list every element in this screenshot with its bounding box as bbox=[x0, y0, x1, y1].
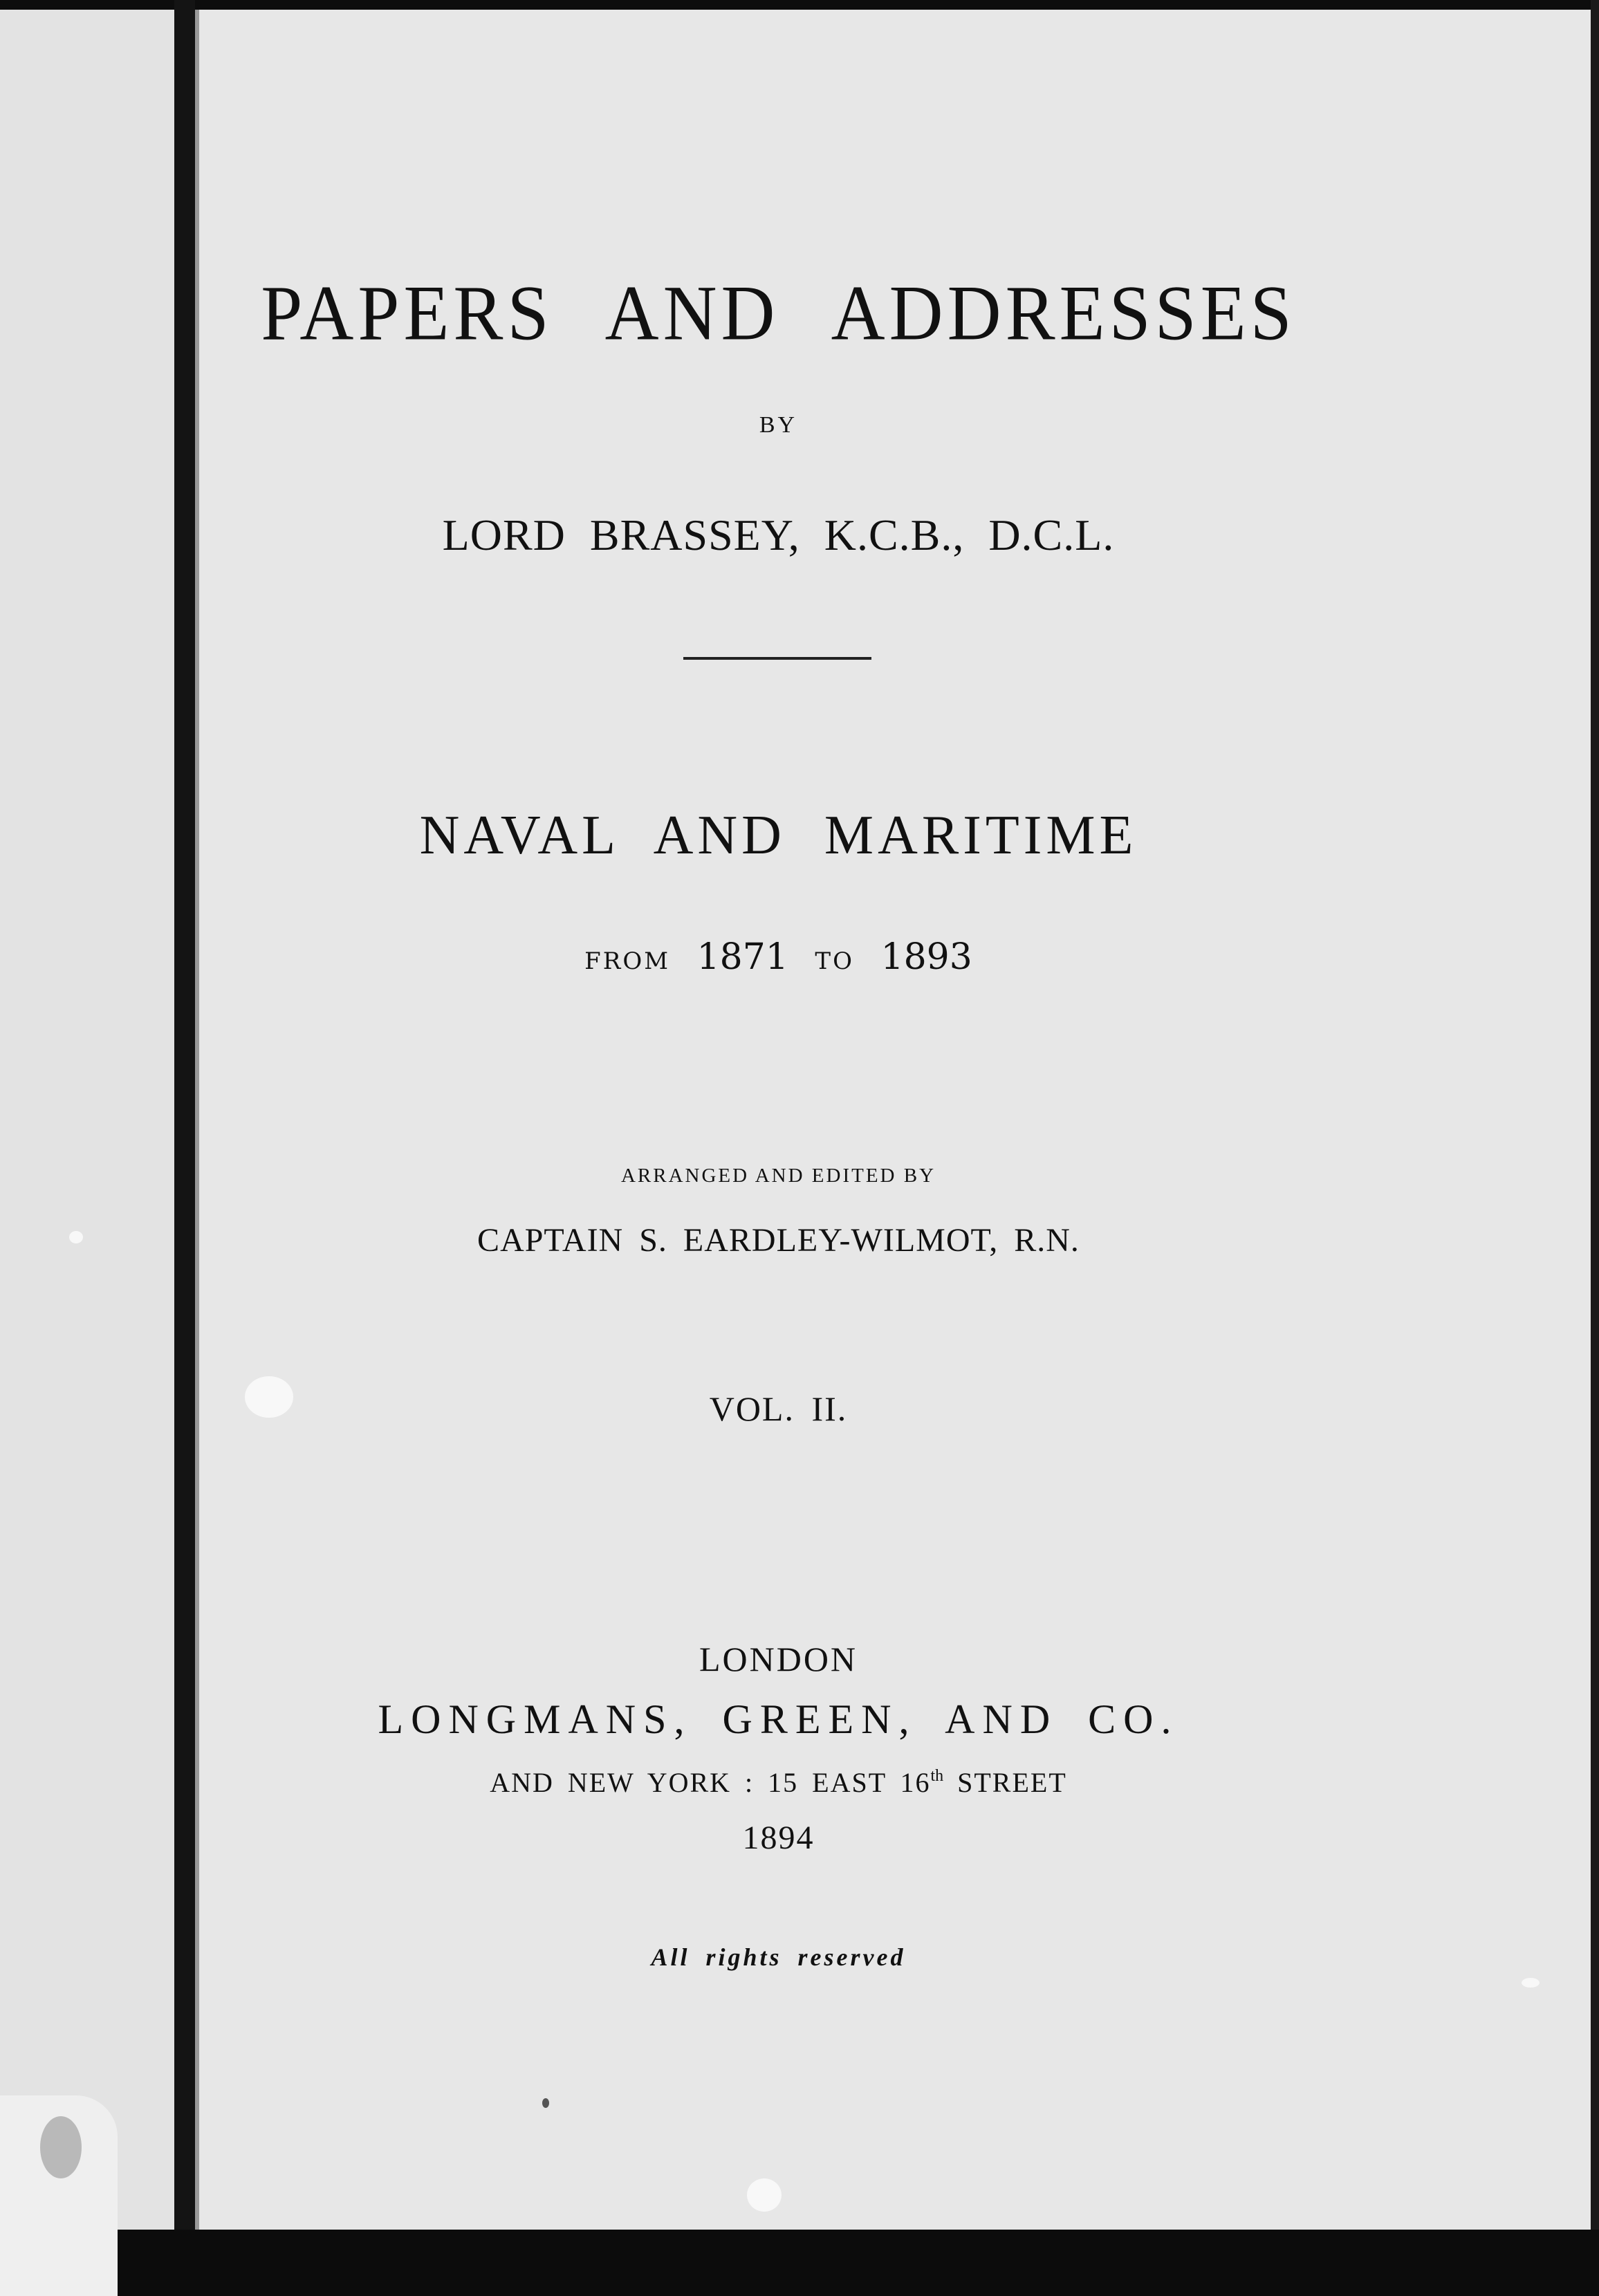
publisher-address bbox=[199, 1768, 1358, 1797]
paper-speck bbox=[1522, 1978, 1540, 1988]
paper-speck bbox=[40, 2116, 82, 2178]
scan-right-edge bbox=[1591, 0, 1599, 2241]
volume-number: VOL. II. bbox=[709, 1389, 848, 1428]
address-prefix: AND NEW YORK : 15 EAST 16 bbox=[490, 1767, 931, 1798]
book-title: PAPERS AND ADDRESSES bbox=[261, 270, 1296, 357]
scan-bottom-border bbox=[0, 2230, 1599, 2296]
start-year: 1871 bbox=[696, 936, 788, 978]
publication-city: LONDON bbox=[699, 1640, 858, 1678]
date-range bbox=[199, 936, 1358, 978]
scan-top-border bbox=[0, 0, 1599, 10]
address-suffix: STREET bbox=[943, 1767, 1067, 1798]
address-superscript: th bbox=[930, 1767, 944, 1785]
paper-speck bbox=[69, 1231, 83, 1243]
from-word: FROM bbox=[584, 947, 671, 975]
paper-speck bbox=[747, 2178, 782, 2212]
end-year: 1893 bbox=[880, 936, 972, 978]
publisher-name: LONGMANS, GREEN, AND CO. bbox=[378, 1696, 1179, 1742]
rights-notice: All rights reserved bbox=[651, 1943, 906, 1971]
to-word: TO bbox=[815, 947, 854, 975]
editor-name: CAPTAIN S. EARDLEY-WILMOT, R.N. bbox=[477, 1222, 1080, 1259]
subject-title: NAVAL AND MARITIME bbox=[419, 805, 1138, 866]
arranged-by-label: ARRANGED AND EDITED BY bbox=[620, 1165, 936, 1187]
paper-speck bbox=[542, 2098, 549, 2108]
author-name: LORD BRASSEY, K.C.B., D.C.L. bbox=[442, 510, 1115, 559]
divider-rule bbox=[683, 657, 871, 660]
publication-year: 1894 bbox=[742, 1820, 815, 1856]
facing-page bbox=[0, 10, 174, 2231]
book-spine bbox=[174, 0, 195, 2241]
by-label: BY bbox=[759, 412, 798, 438]
